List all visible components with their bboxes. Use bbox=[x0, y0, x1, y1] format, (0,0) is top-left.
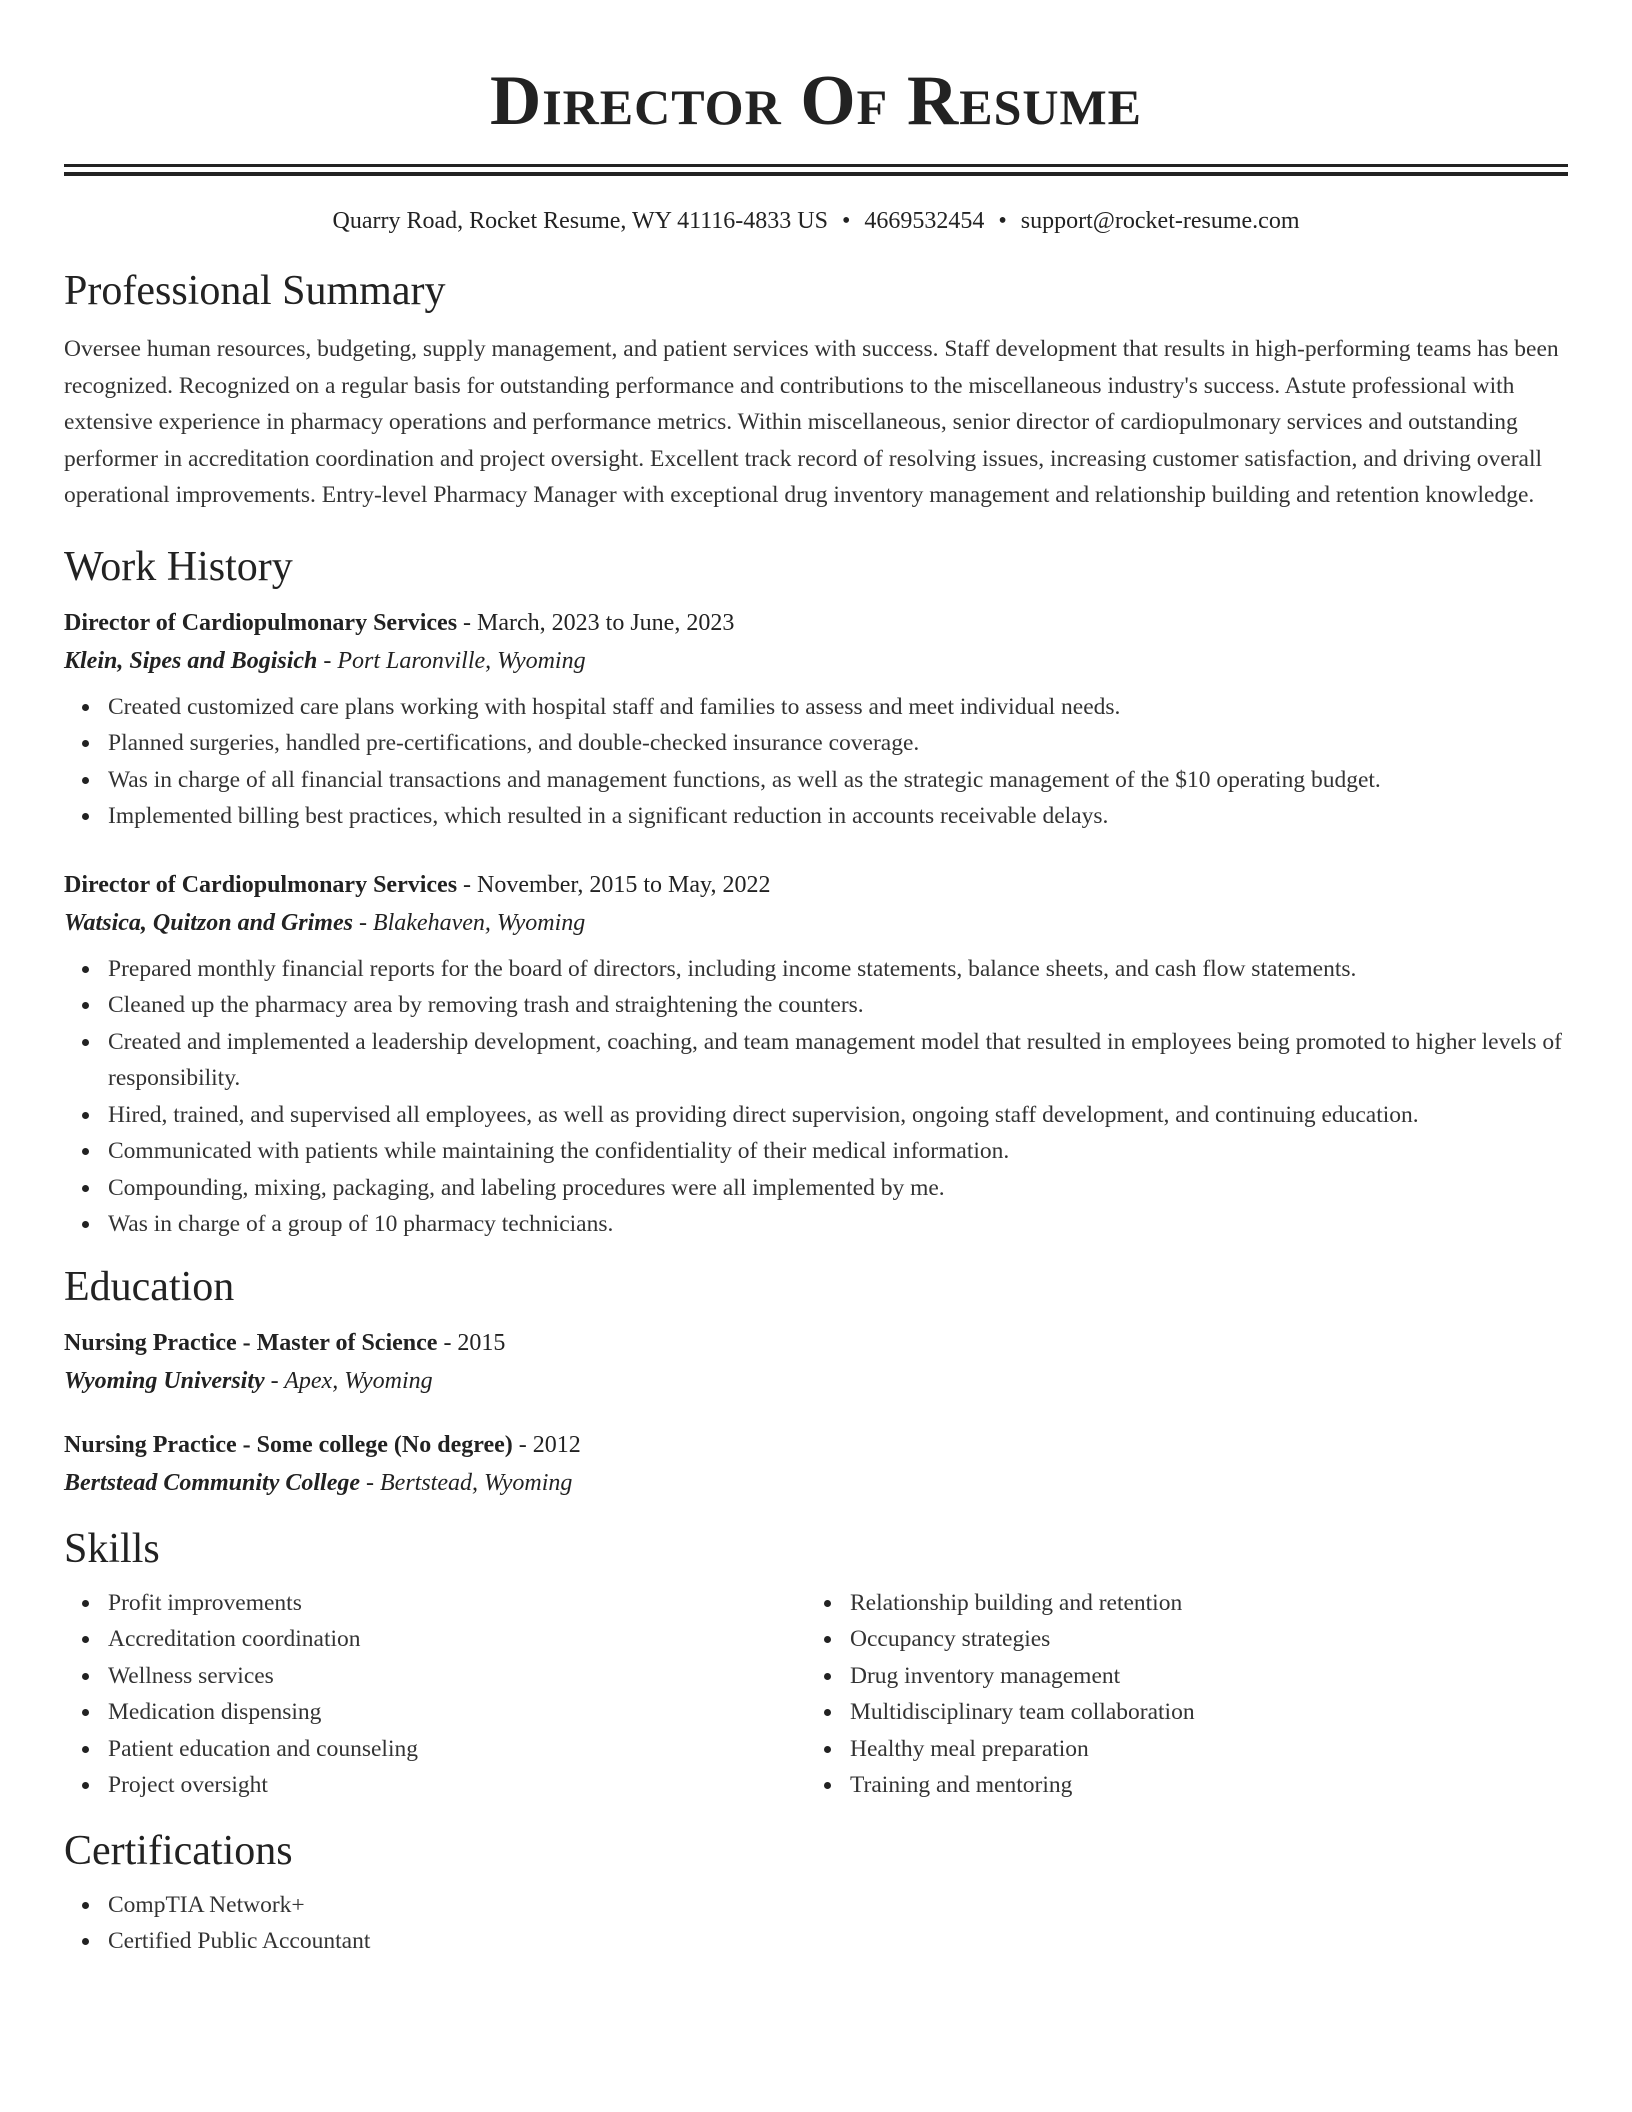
job-role: Director of Cardiopulmonary Services bbox=[64, 609, 458, 636]
education-year: - 2012 bbox=[512, 1431, 581, 1458]
job-duties-list bbox=[64, 689, 1568, 835]
skills-column-left bbox=[64, 1585, 806, 1804]
job-header bbox=[64, 869, 1568, 901]
job-company: Klein, Sipes and Bogisich bbox=[64, 647, 318, 674]
education-degree: Nursing Practice - Some college (No degree) bbox=[64, 1431, 513, 1458]
resume-name: Director Of Resume bbox=[489, 62, 1143, 140]
list-item: Occupancy strategies bbox=[850, 1621, 1548, 1658]
education-school: Bertstead Community College bbox=[64, 1469, 361, 1496]
job-duties-list bbox=[64, 951, 1568, 1243]
education-degree: Nursing Practice - Master of Science bbox=[64, 1329, 438, 1356]
skills-list bbox=[64, 1585, 806, 1804]
education-header bbox=[64, 1429, 1568, 1461]
job-entry bbox=[64, 607, 1568, 835]
summary-text: Oversee human resources, budgeting, supply management, and patient services with success. Staff development that results in high-performing teams has been recognized. Recognized on a regular basis for outstanding performance and contributions to the miscellaneous industry's success. Astute professional with extensive experience in pharmacy operations and performance metrics. Within miscellaneous, senior director of cardiopulmonary services and outstanding performer in accreditation coordination and project oversight. Excellent track record of resolving issues, increasing customer satisfaction, and driving overall operational improvements. Entry-level Pharmacy Manager with exceptional drug inventory management and relationship building and retention knowledge. bbox=[64, 336, 1559, 508]
list-item: Profit improvements bbox=[108, 1585, 806, 1622]
list-item: Medication dispensing bbox=[108, 1694, 806, 1731]
contact-phone: 4669532454 bbox=[864, 208, 985, 234]
skills-column-right bbox=[806, 1585, 1548, 1804]
list-item: CompTIA Network+ bbox=[108, 1887, 1568, 1924]
work-history-heading: Work History bbox=[64, 543, 293, 590]
header-divider bbox=[64, 164, 1568, 176]
skills-heading: Skills bbox=[64, 1525, 160, 1572]
list-item: Training and mentoring bbox=[850, 1767, 1548, 1804]
list-item: Planned surgeries, handled pre-certifications, and double-checked insurance coverage. bbox=[108, 725, 1568, 762]
list-item: Hired, trained, and supervised all employees, as well as providing direct supervision, ongoing staff development, and continuing education. bbox=[108, 1097, 1568, 1134]
summary-heading: Professional Summary bbox=[64, 268, 446, 314]
contact-email: support@rocket-resume.com bbox=[1020, 208, 1300, 234]
job-dates: - November, 2015 to May, 2022 bbox=[457, 871, 771, 898]
contact-separator: • bbox=[841, 208, 851, 234]
education-heading: Education bbox=[64, 1263, 235, 1310]
list-item: Patient education and counseling bbox=[108, 1731, 806, 1768]
list-item: Wellness services bbox=[108, 1658, 806, 1695]
list-item: Cleaned up the pharmacy area by removing trash and straightening the counters. bbox=[108, 987, 1568, 1024]
job-location: - Port Laronville, Wyoming bbox=[317, 647, 586, 674]
list-item: Created customized care plans working with hospital staff and families to assess and meet individual needs. bbox=[108, 689, 1568, 726]
job-location: - Blakehaven, Wyoming bbox=[352, 909, 586, 936]
contact-separator: • bbox=[998, 208, 1007, 234]
contact-line bbox=[64, 205, 1568, 237]
job-role: Director of Cardiopulmonary Services bbox=[64, 871, 458, 898]
list-item: Was in charge of all financial transactions and management functions, as well as the strategic management of the $10 operating budget. bbox=[108, 762, 1568, 799]
list-item: Implemented billing best practices, which resulted in a significant reduction in accounts receivable delays. bbox=[108, 798, 1568, 835]
job-employer bbox=[64, 645, 1568, 677]
education-school: Wyoming University bbox=[64, 1367, 265, 1394]
certifications-heading: Certifications bbox=[64, 1827, 293, 1874]
certifications-list bbox=[64, 1887, 1568, 1960]
job-dates: - March, 2023 to June, 2023 bbox=[457, 609, 735, 636]
list-item: Accreditation coordination bbox=[108, 1621, 806, 1658]
list-item: Multidisciplinary team collaboration bbox=[850, 1694, 1548, 1731]
job-employer bbox=[64, 907, 1568, 939]
list-item: Prepared monthly financial reports for the board of directors, including income statements, balance sheets, and cash flow statements. bbox=[108, 951, 1568, 988]
list-item: Compounding, mixing, packaging, and labeling procedures were all implemented by me. bbox=[108, 1170, 1568, 1207]
education-location: - Apex, Wyoming bbox=[264, 1367, 433, 1394]
list-item: Drug inventory management bbox=[850, 1658, 1548, 1695]
list-item: Project oversight bbox=[108, 1767, 806, 1804]
education-entry bbox=[64, 1327, 1568, 1397]
skills-grid bbox=[64, 1585, 1568, 1804]
list-item: Relationship building and retention bbox=[850, 1585, 1548, 1622]
education-year: - 2015 bbox=[437, 1329, 506, 1356]
job-header bbox=[64, 607, 1568, 639]
education-header bbox=[64, 1327, 1568, 1359]
list-item: Certified Public Accountant bbox=[108, 1923, 1568, 1960]
list-item: Healthy meal preparation bbox=[850, 1731, 1548, 1768]
education-location: - Bertstead, Wyoming bbox=[360, 1469, 573, 1496]
skills-list bbox=[806, 1585, 1548, 1804]
list-item: Was in charge of a group of 10 pharmacy technicians. bbox=[108, 1206, 1568, 1243]
job-entry bbox=[64, 869, 1568, 1243]
education-school-line bbox=[64, 1365, 1568, 1397]
education-school-line bbox=[64, 1467, 1568, 1499]
contact-address: Quarry Road, Rocket Resume, WY 41116-4833 US bbox=[332, 208, 828, 234]
list-item: Created and implemented a leadership development, coaching, and team management model that resulted in employees being promoted to higher levels of responsibility. bbox=[108, 1024, 1568, 1097]
job-company: Watsica, Quitzon and Grimes bbox=[64, 909, 353, 936]
education-entry bbox=[64, 1429, 1568, 1499]
list-item: Communicated with patients while maintaining the confidentiality of their medical information. bbox=[108, 1133, 1568, 1170]
